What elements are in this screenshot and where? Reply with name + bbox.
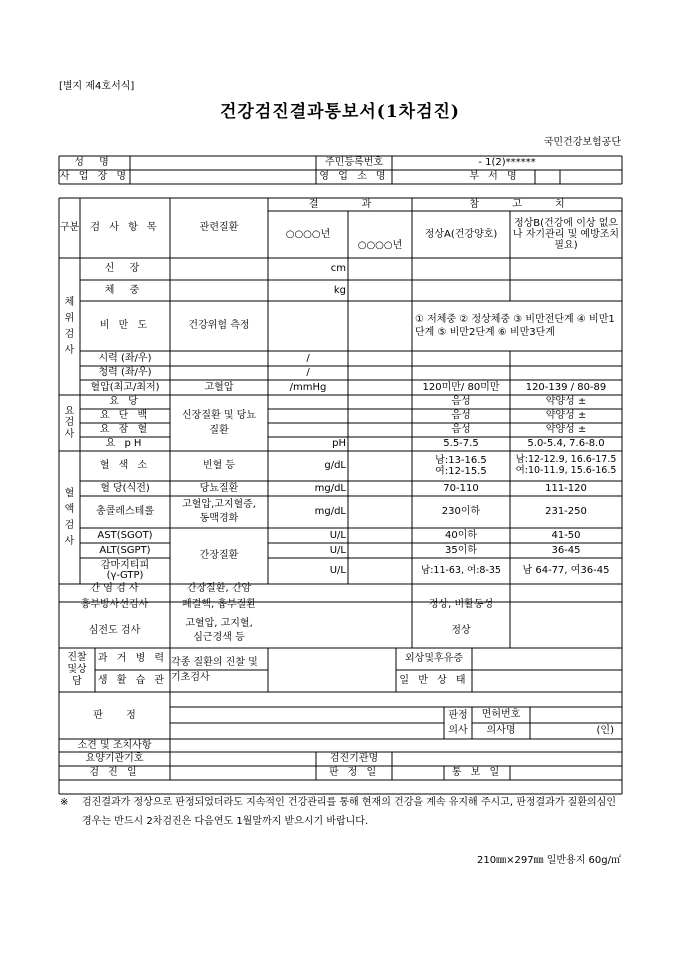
ast-label: AST(SGOT) xyxy=(97,529,153,541)
notice-date-label: 통 보 일 xyxy=(451,767,503,779)
urine-protein-ref-a: 음성 xyxy=(451,410,471,422)
habits-label: 생 활 습 관 xyxy=(97,675,168,687)
name-label: 성 명 xyxy=(74,157,115,169)
note-text: 검진결과가 정상으로 판정되었더라도 지속적인 건강관리를 통해 현재의 건강을 계속 유지해 주시고, 판정결과가 질환의심인 경우는 반드시 2차검진은 다음연도 1월말까지 받으시기 바랍니다. xyxy=(82,797,616,827)
ggt-unit: U/L xyxy=(329,565,346,577)
vision-label: 시력 (좌/우) xyxy=(98,352,152,364)
form-number: [별지 제4호서식] xyxy=(59,81,135,92)
ecg-label: 심전도 검사 xyxy=(88,625,141,637)
obesity-disease: 건강위험 측정 xyxy=(188,320,250,332)
bp-label: 혈압(최고/최저) xyxy=(90,381,160,393)
glucose-ref-a: 70-110 xyxy=(443,482,479,494)
height-unit: cm xyxy=(330,263,346,275)
obesity-reference: ① 저체중 ② 정상체중 ③ 비만전단계 ④ 비만1단계 ⑤ 비만2단계 ⑥ 비만3단계 xyxy=(415,314,615,338)
consult-category: 진찰및상담 xyxy=(67,652,87,687)
urine-ph-label: 요 pH xyxy=(105,438,145,450)
urine-ph-ref-b: 5.0-5.4, 7.6-8.0 xyxy=(527,438,605,450)
weight-label: 체 중 xyxy=(104,284,146,296)
urine-glucose-label: 요 당 xyxy=(109,396,141,408)
page-title: 건강검진결과통보서(1차검진) xyxy=(220,102,460,122)
urine-protein-label: 요 단 백 xyxy=(99,410,151,422)
xray-label: 흉부방사선검사 xyxy=(80,599,149,611)
judge-date-label: 판 정 일 xyxy=(328,767,380,779)
blood-category: 혈액검사 xyxy=(64,487,75,547)
hepatitis-label: 간 염 검 사 xyxy=(90,583,139,595)
normal-b-header: 정상B(건강에 이상 없으나 자기관리 및 예방조치필요) xyxy=(512,217,620,252)
alt-unit: U/L xyxy=(329,544,346,556)
bp-ref-a: 120미만/ 80미만 xyxy=(422,381,500,393)
urine-category: 요검사 xyxy=(64,406,75,440)
rrn-field[interactable]: - 1(2)****** xyxy=(478,157,536,169)
name-field[interactable] xyxy=(130,156,316,170)
liver-disease: 간장질환 xyxy=(199,550,239,562)
glucose-ref-b: 111-120 xyxy=(545,482,587,494)
hearing-unit: / xyxy=(306,367,310,379)
cholesterol-label: 총콜레스테롤 xyxy=(96,506,154,518)
xray-disease: 폐결핵, 흉부질환 xyxy=(182,599,256,611)
hemoglobin-label: 혈 색 소 xyxy=(99,460,151,472)
appearance-field[interactable] xyxy=(472,670,622,692)
hemoglobin-disease: 빈혈 등 xyxy=(202,460,236,472)
doctor-name-label: 의사명 xyxy=(486,725,516,737)
cholesterol-ref-b: 231-250 xyxy=(545,506,587,518)
height-label: 신 장 xyxy=(104,263,146,275)
ecg-ref-a: 정상 xyxy=(451,625,471,637)
weight-unit: kg xyxy=(333,284,346,296)
bp-disease: 고혈압 xyxy=(204,381,234,393)
urine-ph-ref-a: 5.5-7.5 xyxy=(443,438,479,450)
cholesterol-ref-a: 230이하 xyxy=(441,506,481,518)
hepatitis-disease: 간장질환, 간암 xyxy=(186,583,252,595)
findings-label: 소견 및 조치사항 xyxy=(77,739,152,751)
cholesterol-disease: 고혈압,고지혈증, 동맥경화 xyxy=(182,499,256,524)
ast-ref-b: 41-50 xyxy=(551,529,581,541)
license-label: 면허번호 xyxy=(481,709,521,721)
ggt-ref-b: 남 64-77, 여36-45 xyxy=(522,565,610,577)
result-year-2: ○○○○년 xyxy=(357,239,403,251)
vision-unit: / xyxy=(306,352,310,364)
judgement-label: 판 정 xyxy=(93,709,136,721)
bp-unit: /mmHg xyxy=(289,381,327,393)
ast-ref-a: 40이하 xyxy=(444,529,478,541)
ggt-label: 감마지티피 (γ-GTP) xyxy=(100,559,150,581)
ast-unit: U/L xyxy=(329,529,346,541)
obesity-label: 비 만 도 xyxy=(99,320,151,332)
glucose-unit: mg/dL xyxy=(314,482,346,494)
result-header: 결 과 xyxy=(308,198,372,210)
consult-description: 각종 질환의 진찰 및 기초검사 xyxy=(171,657,258,683)
urine-blood-ref-a: 음성 xyxy=(451,424,471,436)
urine-blood-label: 요 잠 혈 xyxy=(99,424,151,436)
rrn-label: 주민등록번호 xyxy=(325,157,383,169)
business-label: 사 업 장 명 xyxy=(59,171,130,183)
glucose-disease: 당뇨질환 xyxy=(199,482,239,494)
urine-glucose-ref-b: 약양성 ± xyxy=(545,396,587,408)
institution-label: 검진기관명 xyxy=(329,753,379,765)
urine-blood-ref-b: 약양성 ± xyxy=(545,424,587,436)
reference-header: 참 고 치 xyxy=(469,198,565,210)
alt-ref-b: 36-45 xyxy=(551,544,581,556)
urine-disease: 신장질환 및 당뇨질환 xyxy=(182,410,256,436)
ecg-disease: 고혈압, 고지혈, 심근경색 등 xyxy=(185,618,253,643)
location-field[interactable] xyxy=(392,170,454,184)
seal-mark: (인) xyxy=(596,725,614,737)
footnote xyxy=(60,793,622,831)
injury-label: 외상및후유증 xyxy=(405,653,463,665)
judge-doctor-label: 판정 의사 xyxy=(448,710,468,736)
alt-ref-a: 35이하 xyxy=(444,544,478,556)
exam-date-label: 검 진 일 xyxy=(89,767,140,779)
hemoglobin-unit: g/dL xyxy=(324,460,346,472)
alt-label: ALT(SGPT) xyxy=(99,544,151,556)
urine-glucose-ref-a: 음성 xyxy=(451,396,471,408)
paper-spec: 210㎜×297㎜ 일반용지 60g/㎡ xyxy=(477,855,621,866)
category-header: 구분 xyxy=(59,222,80,234)
dept-field[interactable] xyxy=(535,170,560,184)
item-header: 검 사 항 목 xyxy=(90,222,160,234)
hemoglobin-ref-a: 남:13-16.5 여:12-15.5 xyxy=(435,454,487,477)
urine-ph-unit: pH xyxy=(332,438,346,450)
physical-category: 체위검사 xyxy=(64,296,75,356)
xray-ref-a: 정상, 비활동성 xyxy=(428,599,494,611)
business-field[interactable] xyxy=(130,170,316,184)
cholesterol-unit: mg/dL xyxy=(314,506,346,518)
result-year-1: ○○○○년 xyxy=(285,228,331,240)
hearing-label: 청력 (좌/우) xyxy=(98,367,152,379)
history-label: 과 거 병 력 xyxy=(97,653,168,665)
location-label: 영 업 소 명 xyxy=(319,171,389,183)
note-mark: ※ xyxy=(60,797,69,808)
bp-ref-b: 120-139 / 80-89 xyxy=(525,381,607,393)
care-code-label: 요양기관기호 xyxy=(85,753,144,765)
agency-name: 국민건강보험공단 xyxy=(543,137,621,148)
urine-protein-ref-b: 약양성 ± xyxy=(545,410,587,422)
injury-field[interactable] xyxy=(472,648,622,670)
normal-a-header: 정상A(건강양호) xyxy=(424,228,498,240)
glucose-label: 혈 당(식전) xyxy=(100,482,150,494)
dept-label: 부 서 명 xyxy=(469,171,520,183)
ggt-ref-a: 남:11-63, 여:8-35 xyxy=(421,564,501,576)
disease-header: 관련질환 xyxy=(199,222,239,234)
hemoglobin-ref-b: 남:12-12.9, 16.6-17.5 여:10-11.9, 15.6-16.5 xyxy=(515,454,617,476)
appearance-label: 일 반 상 태 xyxy=(399,675,469,687)
